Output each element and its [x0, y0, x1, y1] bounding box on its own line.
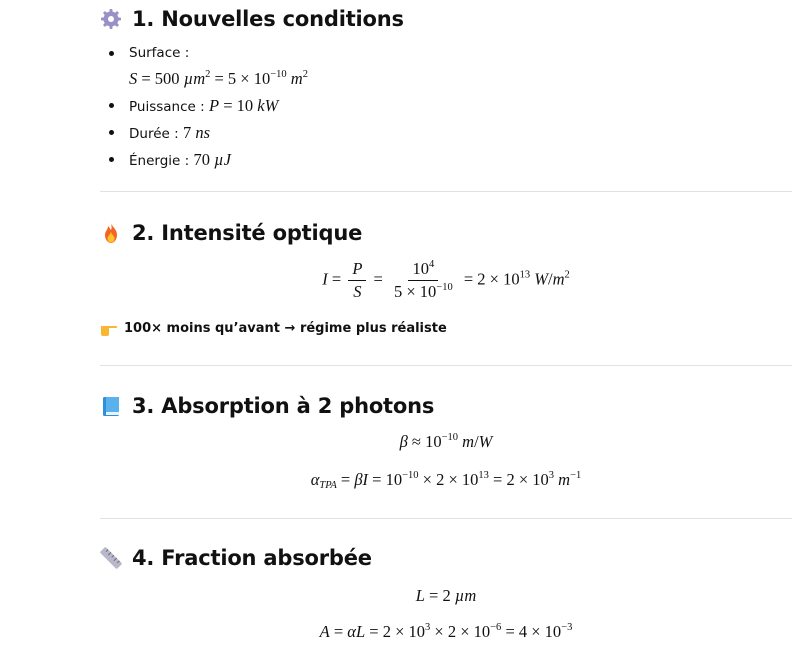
- surface-math: S = 500 $\mu m^2 = 5 \times 10^{-10}$ $m^2$: [129, 69, 308, 88]
- ruler-icon: [100, 547, 122, 569]
- section-nouvelles-conditions: [100, 7, 792, 174]
- heading-fraction-absorbee: [100, 546, 792, 570]
- fire-icon: [100, 222, 122, 244]
- gear-icon: [100, 8, 122, 30]
- section-fraction-absorbee: [100, 546, 792, 641]
- intensity-equation: I = $\frac{P}{S}$ = $\frac{10^4}{5 \times 10^{-10}}$ = $2 \times 10^{13}$ $W/m^2$: [322, 259, 570, 301]
- heading-absorption: [100, 394, 792, 418]
- beta-equation: $\beta \approx 10^{-10}$ m/W: [399, 432, 493, 451]
- heading-intensite-optique: [100, 221, 792, 245]
- divider: [100, 518, 792, 519]
- length-equation: L = 2 µm: [415, 586, 477, 605]
- note-line: 100× moins qu’avant → régime plus réaliste: [100, 319, 447, 337]
- divider: [100, 191, 792, 192]
- heading-text: 2. Intensité optique: [132, 221, 363, 245]
- heading-text: 3. Absorption à 2 photons: [132, 394, 435, 418]
- alpha-equation: $\alpha_{TPA} = \beta I = 10^{-10} \times 2 \times 10^{13} = 2 \times 10^3$ $m^{-1}$: [310, 470, 582, 491]
- list-item-surface: Surface : S = 500 $\mu m^2 = 5 \times 10^{-10}$ $m^2$: [100, 41, 792, 93]
- conditions-list: [100, 41, 792, 174]
- pointing-hand-icon: [100, 319, 118, 337]
- heading-text: 4. Fraction absorbée: [132, 546, 372, 570]
- heading-text: 1. Nouvelles conditions: [132, 7, 404, 31]
- list-item-puissance: Puissance : P = 10 kW: [100, 93, 792, 120]
- section-intensite-optique: [100, 221, 792, 336]
- divider: [100, 365, 792, 366]
- list-item-duree: Durée : 7 ns: [100, 120, 792, 147]
- book-icon: [100, 395, 122, 417]
- absorbed-fraction-equation: $A = \alpha L = 2 \times 10^3 \times 2 \times 10^{-6} = 4 \times 10^{-3}$: [319, 622, 573, 641]
- list-item-energie: Énergie : 70 µJ: [100, 147, 792, 174]
- section-absorption: [100, 394, 792, 491]
- heading-nouvelles-conditions: [100, 7, 792, 31]
